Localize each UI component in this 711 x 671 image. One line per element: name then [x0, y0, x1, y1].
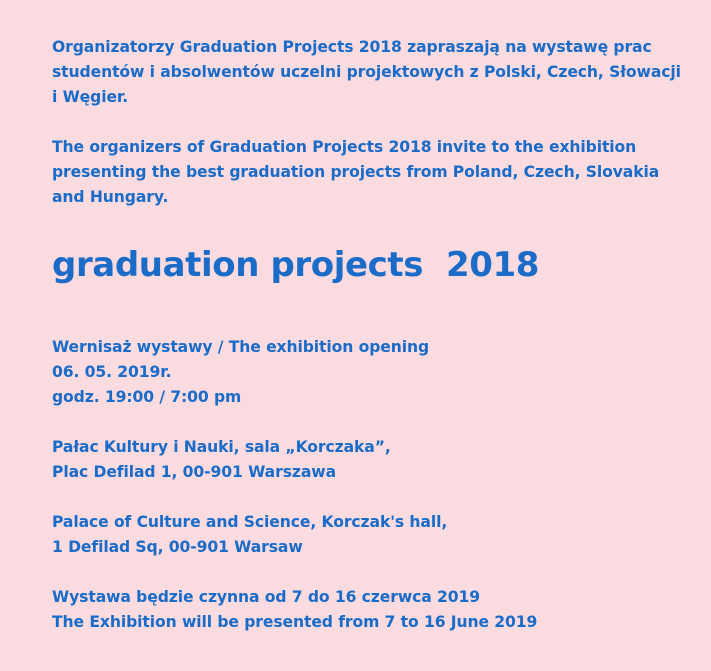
venue-english-address: 1 Defilad Sq, 00-901 Warsaw — [52, 538, 303, 556]
opening-label: Wernisaż wystawy / The exhibition opening — [52, 338, 430, 356]
venue-polish — [52, 435, 391, 485]
intro-english — [52, 135, 659, 210]
venue-polish-address: Plac Defilad 1, 00-901 Warszawa — [52, 463, 336, 481]
opening-date: 06. 05. 2019r. — [52, 363, 172, 381]
intro-polish — [52, 35, 681, 110]
exhibition-dates — [52, 585, 537, 635]
intro-polish-line: Organizatorzy Graduation Projects 2018 zapraszają na wystawę prac — [52, 38, 652, 56]
opening-time: godz. 19:00 / 7:00 pm — [52, 388, 242, 406]
intro-polish-line: i Węgier. — [52, 88, 129, 106]
venue-polish-name: Pałac Kultury i Nauki, sala „Korczaka”, — [52, 438, 391, 456]
venue-english — [52, 510, 447, 560]
exhibition-dates-polish: Wystawa będzie czynna od 7 do 16 czerwca 2019 — [52, 588, 481, 606]
exhibition-dates-english: The Exhibition will be presented from 7 to 16 June 2019 — [52, 613, 538, 631]
intro-english-line: The organizers of Graduation Projects 2018 invite to the exhibition — [52, 138, 637, 156]
page-title: graduation projects 2018 — [52, 245, 539, 285]
intro-polish-line: studentów i absolwentów uczelni projektowych z Polski, Czech, Słowacji — [52, 63, 681, 81]
venue-english-name: Palace of Culture and Science, Korczak's hall, — [52, 513, 448, 531]
opening-info — [52, 335, 429, 410]
intro-english-line: and Hungary. — [52, 188, 169, 206]
intro-english-line: presenting the best graduation projects from Poland, Czech, Slovakia — [52, 163, 660, 181]
